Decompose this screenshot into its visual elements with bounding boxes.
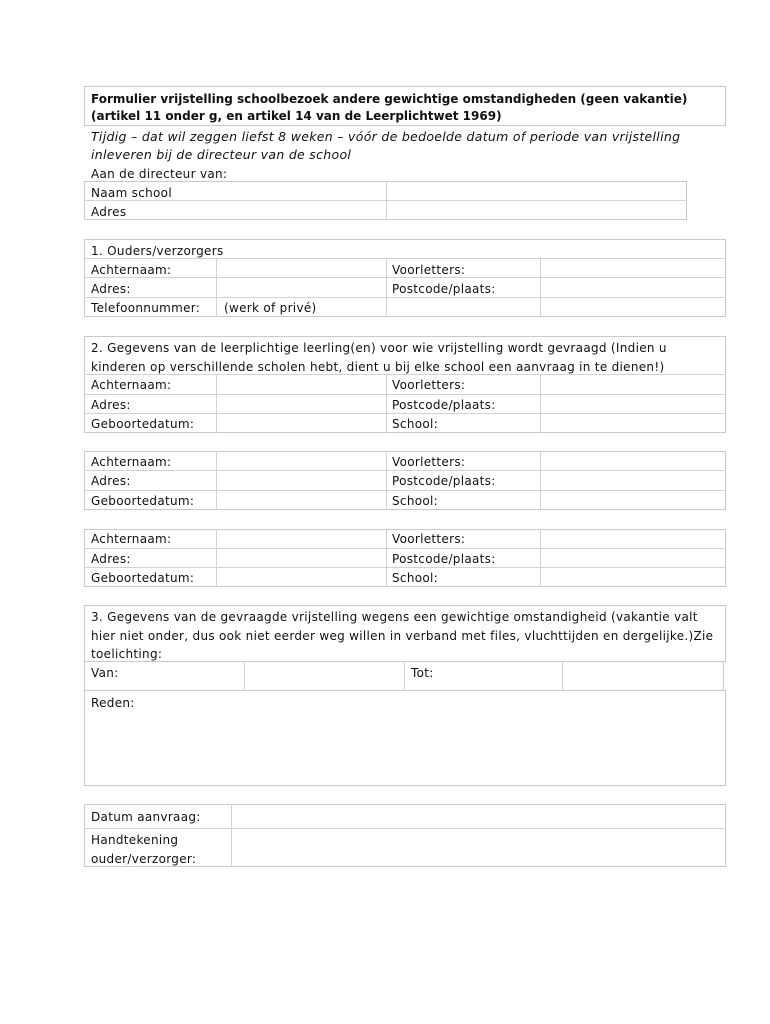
parent-phone-hint: (werk of privé)	[224, 301, 317, 315]
signature-label-line1: Handtekening	[91, 833, 179, 847]
student1-birthdate-label: Geboortedatum:	[91, 417, 195, 431]
signature-field[interactable]	[232, 829, 725, 866]
section3-heading-line1: 3. Gegevens van de gevraagde vrijstelling wegens een gewichtige omstandigheid (vakantie valt	[91, 610, 698, 624]
parent-initials-field[interactable]	[541, 259, 725, 276]
student2-lastname-label: Achternaam:	[91, 455, 172, 469]
student2-initials-field[interactable]	[541, 452, 725, 470]
student3-initials-field[interactable]	[541, 530, 725, 547]
student1-postcode-field[interactable]	[541, 395, 725, 412]
student2-birthdate-field[interactable]	[217, 491, 385, 509]
student1-postcode-label: Postcode/plaats:	[392, 398, 496, 412]
student3-birthdate-label: Geboortedatum:	[91, 571, 195, 585]
student1-initials-label: Voorletters:	[392, 378, 466, 392]
section2-heading-line2: kinderen op verschillende scholen hebt, dient u bij elke school een aanvraag in te dienen!)	[91, 360, 665, 374]
student2-postcode-label: Postcode/plaats:	[392, 474, 496, 488]
parent-address-label: Adres:	[91, 282, 131, 296]
student3-initials-label: Voorletters:	[392, 532, 466, 546]
student1-birthdate-field[interactable]	[217, 414, 385, 432]
student3-lastname-label: Achternaam:	[91, 532, 172, 546]
student3-address-label: Adres:	[91, 552, 131, 566]
student2-postcode-field[interactable]	[541, 471, 725, 489]
student3-birthdate-field[interactable]	[217, 568, 385, 586]
student3-school-label: School:	[392, 571, 438, 585]
from-date-field[interactable]	[245, 662, 403, 690]
student1-lastname-field[interactable]	[217, 375, 385, 393]
student1-initials-field[interactable]	[541, 375, 725, 393]
school-address-label: Adres	[91, 205, 127, 219]
parent-initials-label: Voorletters:	[392, 263, 466, 277]
section3-heading-line2: hier niet onder, dus ook niet eerder weg willen in verband met files, vluchttijden en dergelijke.)Zie	[91, 629, 714, 643]
student3-lastname-field[interactable]	[217, 530, 385, 547]
school-name-field[interactable]	[388, 182, 685, 199]
request-date-label: Datum aanvraag:	[91, 810, 201, 824]
parent-phone-label: Telefoonnummer:	[91, 301, 201, 315]
to-date-label: Tot:	[411, 666, 434, 680]
deadline-note-line1: Tijdig – dat wil zeggen liefst 8 weken – vóór de bedoelde datum of periode van vrijstelling	[91, 129, 681, 144]
section3-heading-line3: toelichting:	[91, 647, 163, 661]
student1-school-label: School:	[392, 417, 438, 431]
student2-school-label: School:	[392, 494, 438, 508]
parent-postcode-label: Postcode/plaats:	[392, 282, 496, 296]
student2-school-field[interactable]	[541, 491, 725, 509]
to-date-field[interactable]	[563, 662, 723, 690]
student2-initials-label: Voorletters:	[392, 455, 466, 469]
reason-box[interactable]	[84, 690, 726, 786]
student3-postcode-label: Postcode/plaats:	[392, 552, 496, 566]
section1-heading: 1. Ouders/verzorgers	[91, 244, 224, 258]
school-name-label: Naam school	[91, 186, 172, 200]
student1-lastname-label: Achternaam:	[91, 378, 172, 392]
parent-phone-field[interactable]	[387, 298, 725, 316]
school-intro: Aan de directeur van:	[91, 167, 228, 181]
reason-label: Reden:	[91, 696, 135, 710]
student1-address-label: Adres:	[91, 398, 131, 412]
student2-birthdate-label: Geboortedatum:	[91, 494, 195, 508]
deadline-note-line2: inleveren bij de directeur van de school	[91, 147, 352, 162]
student1-school-field[interactable]	[541, 414, 725, 432]
form-title-line2: (artikel 11 onder g, en artikel 14 van de Leerplichtwet 1969)	[91, 109, 502, 123]
student2-address-label: Adres:	[91, 474, 131, 488]
student3-postcode-field[interactable]	[541, 549, 725, 566]
parent-postcode-field[interactable]	[541, 278, 725, 296]
school-address-field[interactable]	[388, 201, 685, 219]
student1-address-field[interactable]	[217, 395, 385, 412]
section2-heading-line1: 2. Gegevens van de leerplichtige leerling(en) voor wie vrijstelling wordt gevraagd (Indien u	[91, 341, 667, 355]
from-date-label: Van:	[91, 666, 119, 680]
request-date-field[interactable]	[232, 805, 725, 827]
student2-address-field[interactable]	[217, 471, 385, 489]
parent-lastname-label: Achternaam:	[91, 263, 172, 277]
student3-school-field[interactable]	[541, 568, 725, 586]
parent-address-field[interactable]	[217, 278, 385, 296]
signature-label-line2: ouder/verzorger:	[91, 852, 197, 866]
student2-lastname-field[interactable]	[217, 452, 385, 470]
student3-address-field[interactable]	[217, 549, 385, 566]
parent-lastname-field[interactable]	[217, 259, 385, 276]
form-title-line1: Formulier vrijstelling schoolbezoek andere gewichtige omstandigheden (geen vakantie)	[91, 92, 688, 106]
